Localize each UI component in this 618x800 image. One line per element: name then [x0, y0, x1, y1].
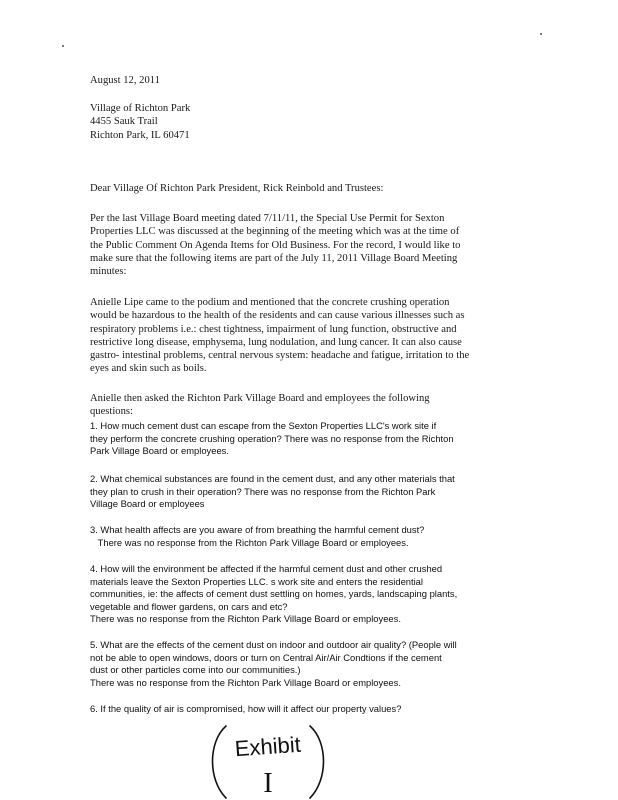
letter-date: August 12, 2011 — [90, 75, 160, 86]
address-line: Village of Richton Park — [90, 103, 191, 114]
question-6: 6. If the quality of air is compromised, how will it affect our property values? — [90, 703, 402, 714]
address-line: Richton Park, IL 60471 — [90, 129, 190, 141]
exhibit-numeral: I — [263, 768, 273, 799]
scan-speck — [540, 33, 542, 35]
salutation: Dear Village Of Richton Park President, Rick Reinbold and Trustees: — [90, 183, 384, 194]
question-2: 2. What chemical substances are found in the cement dust, and any other materials that they plan to crush in their operation? There was no response from the Richton Park Village Board or employees — [90, 473, 455, 510]
scan-speck — [62, 45, 64, 47]
paragraph-meeting: Per the last Village Board meeting dated 7/11/11, the Special Use Permit for Sexton Properties LLC was discussed at the beginning of the meeting which was at the time of the Public Comment On Agenda Items for Old Business. For the record, I would like to make sure that the following items are part of the July 11, 2011 Village Board Meeting minutes: — [90, 213, 461, 278]
paragraph-questions-intro: Anielle then asked the Richton Park Village Board and employees the following questions: — [90, 393, 430, 418]
paragraph-health-hazards: Anielle Lipe came to the podium and mentioned that the concrete crushing operation would be hazardous to the health of the residents and can cause various illnesses such as respiratory problems i.e.: chest tightness, impairment of lung function, obstructive and restrictive long disease, emphysema, lung nodulation, and lung cancer. It can also cause gastro- intestinal problems, central nervous system: headache and fatigue, irritation to the eyes and skin such as boils. — [90, 297, 470, 375]
question-5: 5. What are the effects of the cement dust on indoor and outdoor air quality? (People will not be able to open windows, doors or turn on Central Air/Air Condtions if the cement dust or other particles come into our communities.) There was no response from the Richton Park Village Board or employees. — [90, 639, 457, 688]
exhibit-stamp — [204, 722, 334, 800]
question-4: 4. How will the environment be affected if the harmful cement dust and other crushed materials leave the Sexton Properties LLC. s work site and enters the residential communities, ie: the affects of cement dust settling on homes, yards, landscaping plants, vegetable and flower gardens, on cars and etc? There was no response from the Richton Park Village Board or employees. — [90, 563, 458, 625]
address-line: 4455 Sauk Trail — [90, 116, 158, 128]
recipient-address — [90, 102, 190, 142]
question-3: 3. What health affects are you aware of from breathing the harmful cement dust? There was no response from the Richton Park Village Board or employees. — [90, 524, 425, 548]
exhibit-right-paren — [310, 726, 324, 798]
exhibit-word: Exhibit — [233, 731, 302, 762]
exhibit-left-paren — [213, 726, 227, 798]
question-1: 1. How much cement dust can escape from the Sexton Properties LLC's work site if they perform the concrete crushing operation? There was no response from the Richton Park Village Board or employees. — [90, 420, 454, 457]
